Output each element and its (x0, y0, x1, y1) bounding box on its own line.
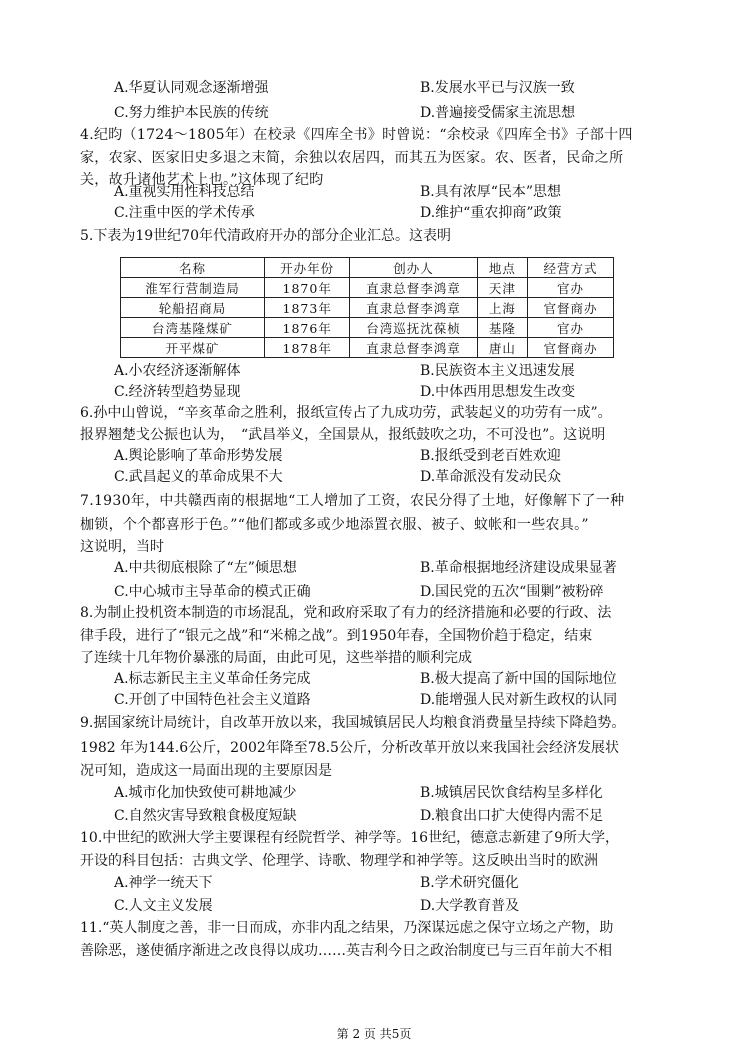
table-cell: 轮船招商局 (121, 298, 265, 318)
q8-line-3: 了连续十几年物价暴涨的局面，由此可见，这些举措的顺利完成 (80, 650, 472, 666)
q3-option-b: B.发展水平已与汉族一致 (420, 80, 575, 96)
q8-line-1: 8.为制止投机资本制造的市场混乱，党和政府采取了有力的经济措施和必要的行政、法 (80, 605, 612, 621)
table-row (121, 338, 614, 358)
q7-option-c: C.中心城市主导革命的模式正确 (114, 584, 311, 600)
q8-option-c: C.开创了中国特色社会主义道路 (114, 692, 311, 708)
q8-line-2: 律手段，进行了“银元之战”和“米棉之战”。到1950年春，全国物价趋于稳定，结束 (80, 628, 593, 644)
enterprise-table (120, 257, 614, 358)
q9-option-a: A.城市化加快致使可耕地减少 (114, 785, 297, 801)
q10-option-c: C.人文主义发展 (114, 898, 213, 914)
table-header: 创办人 (350, 258, 477, 278)
table-cell: 上海 (477, 298, 527, 318)
q8-option-b: B.极大提高了新中国的国际地位 (420, 671, 617, 687)
q6-option-c: C.武昌起义的革命成果不大 (114, 469, 283, 485)
table-row (121, 278, 614, 298)
table-header: 经营方式 (528, 258, 614, 278)
table-cell: 1876年 (265, 318, 350, 338)
q7-option-b: B.革命根据地经济建设成果显著 (420, 560, 617, 576)
q4-line-3: 关，故升诸他艺术上也。”这体现了纪昀 (80, 172, 324, 188)
table-cell: 唐山 (477, 338, 527, 358)
q3-option-c: C.努力维护本民族的传统 (114, 105, 269, 121)
q7-line-1: 7.1930年，中共赣西南的根据地“工人增加了工资，农民分得了土地，好像解下了一种 (80, 493, 625, 509)
table-cell: 官督商办 (528, 298, 614, 318)
q4-line-1: 4.纪昀（1724～1805年）在校录《四库全书》时曾说：“余校录《四库全书》子部十四 (80, 127, 633, 143)
q6-option-d: D.革命派没有发动民众 (420, 469, 562, 485)
table-cell: 1878年 (265, 338, 350, 358)
q7-option-a: A.中共彻底根除了“左”倾思想 (114, 560, 297, 576)
q4-option-b: B.具有浓厚“民本”思想 (420, 184, 562, 200)
q4-option-a: A.重视实用性科技总结 (114, 184, 255, 200)
table-cell: 台湾基隆煤矿 (121, 318, 265, 338)
q6-line-1: 6.孙中山曾说，“辛亥革命之胜利，报纸宣传占了九成功劳，武装起义的功劳有一成”。 (80, 405, 612, 421)
q3-option-d: D.普遍接受儒家主流思想 (420, 105, 576, 121)
table-cell: 官办 (528, 278, 614, 298)
q6-option-a: A.舆论影响了革命形势发展 (114, 448, 283, 464)
q5-option-c: C.经济转型趋势显现 (114, 384, 241, 400)
q6-line-2: 报界翘楚戈公振也认为， “武昌举义，全国景从，报纸鼓吹之功，不可没也”。这说明 (80, 427, 606, 443)
q11-line-2: 善除恶，遂使循序渐进之改良得以成功……英吉利今日之政治制度已与三百年前大不相 (80, 943, 612, 959)
q8-option-a: A.标志新民主主义革命任务完成 (114, 671, 311, 687)
q10-option-b: B.学术研究僵化 (420, 875, 519, 891)
table-row (121, 298, 614, 318)
q11-line-1: 11.“英人制度之善，非一日而成，亦非内乱之结果，乃深谋远虑之保守立场之产物，助 (80, 920, 614, 936)
q4-option-d: D.维护“重农抑商”政策 (420, 205, 562, 221)
q5-stem: 5.下表为19世纪70年代清政府开办的部分企业汇总。这表明 (80, 228, 451, 244)
table-cell: 官督商办 (528, 338, 614, 358)
table-header: 开办年份 (265, 258, 350, 278)
q8-option-d: D.能增强人民对新生政权的认同 (420, 692, 618, 708)
table-cell: 基隆 (477, 318, 527, 338)
table-cell: 直隶总督李鸿章 (350, 278, 477, 298)
q9-line-1: 9.据国家统计局统计，自改革开放以来，我国城镇居民人均粮食消费量呈持续下降趋势。 (80, 715, 626, 731)
q3-option-a: A.华夏认同观念逐渐增强 (114, 80, 269, 96)
table-header: 名称 (121, 258, 265, 278)
q5-option-a: A.小农经济逐渐解体 (114, 363, 241, 379)
page-footer: 第 2 页 共5页 (336, 1027, 412, 1041)
table-cell: 淮军行营制造局 (121, 278, 265, 298)
table-header: 地点 (477, 258, 527, 278)
q4-line-2: 家，农家、医家旧史多退之末简，余独以农居四，而其五为医家。农、医者，民命之所 (80, 150, 624, 166)
q10-line-2: 开设的科目包括：古典文学、伦理学、诗歌、物理学和神学等。这反映出当时的欧洲 (80, 853, 598, 869)
table-cell: 官办 (528, 318, 614, 338)
q7-option-d: D.国民党的五次“围剿”被粉碎 (420, 584, 604, 600)
table-cell: 1870年 (265, 278, 350, 298)
q10-option-d: D.大学教育普及 (420, 898, 520, 914)
table-row (121, 318, 614, 338)
q10-line-1: 10.中世纪的欧洲大学主要课程有经院哲学、神学等。16世纪，德意志新建了9所大学， (80, 830, 619, 846)
table-header-row (121, 258, 614, 278)
table-cell: 直隶总督李鸿章 (350, 338, 477, 358)
table-cell: 1873年 (265, 298, 350, 318)
q9-option-b: B.城镇居民饮食结构呈多样化 (420, 785, 603, 801)
table-cell: 直隶总督李鸿章 (350, 298, 477, 318)
q7-line-3: 这说明，当时 (80, 539, 164, 555)
q5-option-b: B.民族资本主义迅速发展 (420, 363, 575, 379)
table-cell: 天津 (477, 278, 527, 298)
q5-option-d: D.中体西用思想发生改变 (420, 384, 576, 400)
table-cell: 台湾巡抚沈葆桢 (350, 318, 477, 338)
q9-line-2: 1982 年为144.6公斤，2002年降至78.5公斤，分析改革开放以来我国社会经济发展状 (80, 740, 619, 756)
q9-line-3: 况可知，造成这一局面出现的主要原因是 (80, 763, 332, 779)
q9-option-d: D.粮食出口扩大使得内需不足 (420, 808, 604, 824)
q4-option-c: C.注重中医的学术传承 (114, 205, 255, 221)
q6-option-b: B.报纸受到老百姓欢迎 (420, 448, 561, 464)
q9-option-c: C.自然灾害导致粮食极度短缺 (114, 808, 297, 824)
q10-option-a: A.神学一统天下 (114, 875, 213, 891)
table-cell: 开平煤矿 (121, 338, 265, 358)
q7-line-2: 枷锁，个个都喜形于色。”“他们都或多或少地添置衣服、被子、蚊帐和一些农具。” (80, 517, 589, 533)
